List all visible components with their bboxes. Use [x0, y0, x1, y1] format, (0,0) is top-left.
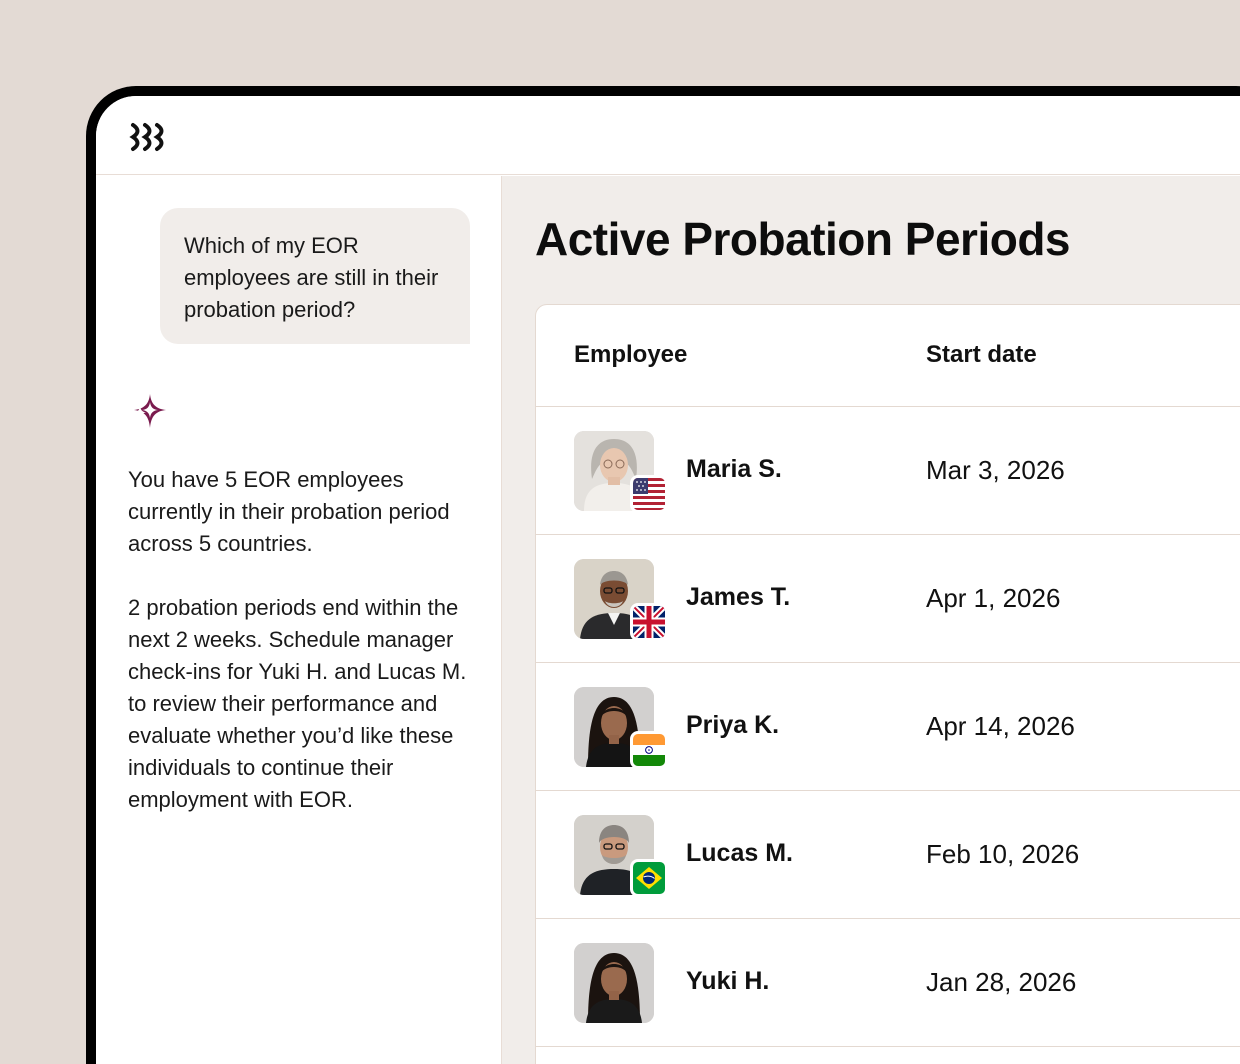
brazil-flag-icon — [630, 859, 668, 897]
start-date: Apr 14, 2026 — [926, 711, 1075, 741]
app-window — [96, 96, 1240, 1064]
user-message: Which of my EOR employees are still in their probation period? — [160, 208, 470, 344]
column-header-start-date[interactable]: Start date — [926, 341, 1037, 368]
table-row[interactable] — [536, 919, 1240, 1047]
employee-name[interactable]: Maria S. — [686, 455, 782, 483]
table-row[interactable] — [536, 663, 1240, 791]
us-flag-icon — [630, 475, 668, 513]
uk-flag-icon — [630, 603, 668, 641]
table-row[interactable] — [536, 407, 1240, 535]
panel-title: Active Probation Periods — [535, 213, 1071, 265]
table-header — [536, 305, 1240, 407]
start-date: Apr 1, 2026 — [926, 583, 1061, 613]
start-date: Feb 10, 2026 — [926, 839, 1080, 869]
column-header-employee[interactable]: Employee — [574, 341, 688, 368]
top-bar — [96, 96, 1240, 175]
start-date: Jan 28, 2026 — [926, 967, 1077, 997]
avatar — [574, 943, 654, 1023]
assistant-paragraph: 2 probation periods end within the next 2 weeks. Schedule manager check-ins for Yuki H. and Lucas M. to review their performance and evaluate whether you’d like these individuals to continue their employment with EOR. — [128, 595, 467, 812]
employee-name[interactable]: James T. — [686, 583, 791, 611]
employee-name[interactable]: Lucas M. — [686, 839, 793, 867]
employee-name[interactable]: Priya K. — [686, 711, 780, 739]
assistant-paragraph: You have 5 EOR employees currently in their probation period across 5 countries. — [128, 467, 450, 556]
table-row[interactable] — [536, 535, 1240, 663]
india-flag-icon — [630, 731, 668, 769]
sparkle-icon — [128, 392, 168, 432]
employee-name[interactable]: Yuki H. — [686, 967, 770, 995]
rippling-logo-icon[interactable] — [128, 122, 168, 152]
start-date: Mar 3, 2026 — [926, 455, 1065, 485]
results-pane — [502, 176, 1240, 1064]
probation-table — [535, 304, 1240, 1064]
assistant-message — [128, 464, 478, 816]
table-row[interactable] — [536, 791, 1240, 919]
chat-pane — [96, 176, 502, 1064]
